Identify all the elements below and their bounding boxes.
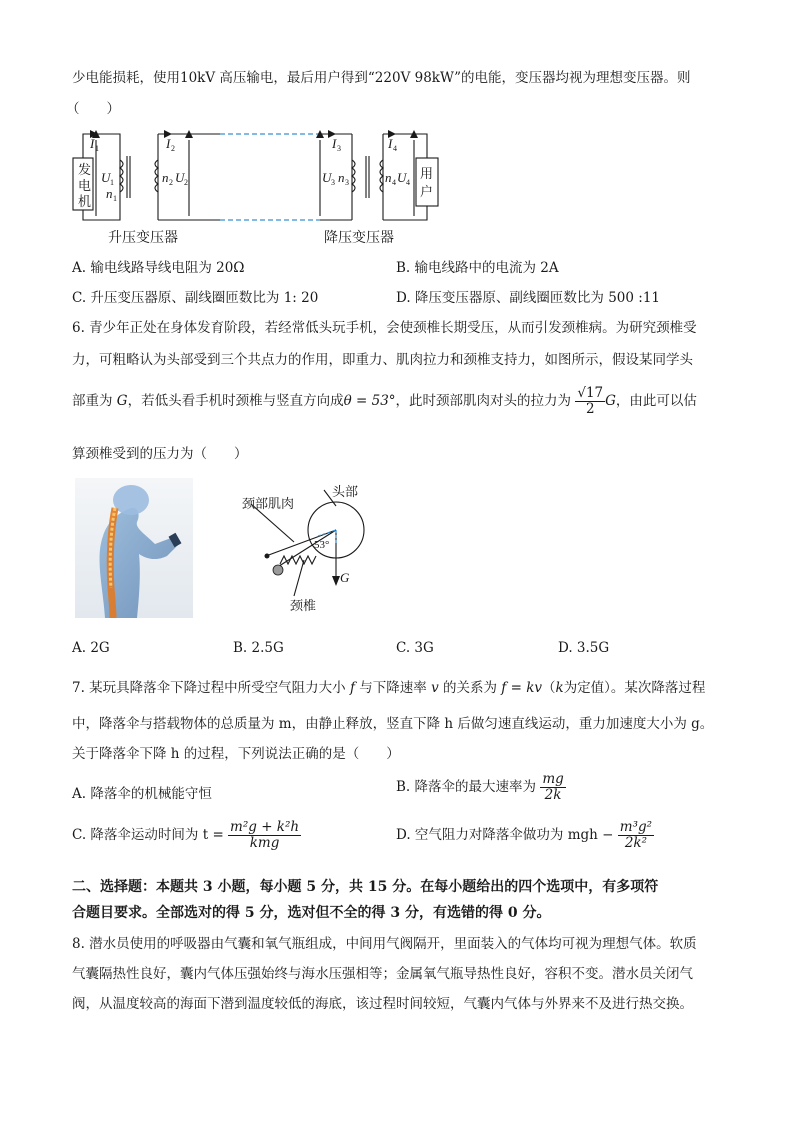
q6-option-a: A. 2G <box>72 640 110 656</box>
svg-text:I: I <box>388 136 393 151</box>
svg-text:户: 户 <box>420 184 434 199</box>
svg-text:n: n <box>106 186 113 201</box>
transformer-circuit-diagram <box>70 124 450 248</box>
svg-text:I: I <box>90 136 95 151</box>
svg-text:U: U <box>322 170 332 185</box>
q8-text-line1: 8. 潜水员使用的呼吸器由气囊和氧气瓶组成，中间用气阀隔开，里面装入的气体均可视为理想气体。软质 <box>72 936 697 952</box>
svg-text:1: 1 <box>95 144 99 153</box>
q6-option-c: C. 3G <box>396 640 434 656</box>
q8-text-line3: 阀，从温度较高的海面下潜到温度较低的海底，该过程时间较短，气囊内气体与外界来不及进行热交换。 <box>72 996 693 1012</box>
q8-text-line2: 气囊隔热性良好，囊内气体压强始终与海水压强相等；金属氧气瓶导热性良好，容积不变。潜水员关闭气 <box>72 966 693 982</box>
svg-text:U: U <box>397 170 407 185</box>
spine-end-point <box>273 565 283 575</box>
q7-text-line3: 关于降落伞下降 h 的过程，下列说法正确的是（ ） <box>72 746 400 762</box>
svg-text:用: 用 <box>420 166 434 181</box>
q5-text-line1: 少电能损耗，使用10kV 高压输电，最后用户得到“220V 98kW”的电能，变压器均视为理想变压器。则 <box>72 70 691 86</box>
svg-text:I: I <box>332 136 337 151</box>
q5-option-b: B. 输电线路中的电流为 2A <box>396 260 559 276</box>
svg-text:4: 4 <box>392 178 396 187</box>
svg-text:颈椎: 颈椎 <box>290 598 317 613</box>
muscle-end-point <box>265 554 270 559</box>
q6-option-d: D. 3.5G <box>558 640 610 656</box>
neck-spring <box>280 556 316 564</box>
svg-text:G: G <box>340 570 350 585</box>
q7-option-b: B. 降落伞的最大速率为 $\frac{mg}{2k}$ <box>396 771 564 803</box>
svg-text:3: 3 <box>345 178 349 187</box>
q6-text-line3: 部重为 G，若低头看手机时颈椎与竖直方向成θ = 53°，此时颈部肌肉对头的拉力为 $\frac{√17}{2}$ G，由此可以估 <box>72 385 697 417</box>
svg-text:3: 3 <box>337 144 341 153</box>
q6-text-line1: 6. 青少年正处在身体发育阶段，若经常低头玩手机，会使颈椎长期受压，从而引发颈椎病。为研究颈椎受 <box>72 320 697 336</box>
svg-text:颈部肌肉: 颈部肌肉 <box>242 496 295 511</box>
svg-text:电: 电 <box>78 178 92 193</box>
section2-heading-line2: 合题目要求。全部选对的得 5 分，选对但不全的得 3 分，有选错的得 0 分。 <box>72 905 551 921</box>
svg-text:4: 4 <box>406 178 410 187</box>
q6-option-b: B. 2.5G <box>233 640 284 656</box>
svg-text:升压变压器: 升压变压器 <box>108 231 178 246</box>
svg-text:3: 3 <box>331 178 335 187</box>
svg-text:2: 2 <box>171 144 175 153</box>
q6-text-line4: 算颈椎受到的压力为（ ） <box>72 446 248 462</box>
q5-option-a: A. 输电线路导线电阻为 20Ω <box>72 260 245 276</box>
section2-heading-line1: 二、选择题：本题共 3 小题，每小题 5 分，共 15 分。在每小题给出的四个选项中，有多项符 <box>72 879 659 895</box>
neck-force-diagram <box>236 478 386 618</box>
svg-text:机: 机 <box>78 194 92 209</box>
q5-option-d: D. 降压变压器原、副线圈匝数比为 500 :11 <box>396 290 661 306</box>
svg-text:n: n <box>162 170 169 185</box>
q6-text-line2: 力，可粗略认为头部受到三个共点力的作用，即重力、肌肉拉力和颈椎支持力，如图所示，假设某同学头 <box>72 352 693 368</box>
svg-text:降压变压器: 降压变压器 <box>324 231 394 246</box>
svg-text:4: 4 <box>393 144 397 153</box>
svg-text:n: n <box>385 170 392 185</box>
q7-text-line1: 7. 某玩具降落伞下降过程中所受空气阻力大小 f 与下降速率 v 的关系为 f = kv（k为定值）。某次降落过程 <box>72 680 706 696</box>
svg-text:1: 1 <box>110 178 114 187</box>
q7-text-line2: 中，降落伞与搭载物体的总质量为 m，由静止释放，竖直下降 h 后做匀速直线运动，重力加速度大小为 g。 <box>72 716 714 732</box>
svg-text:2: 2 <box>169 178 173 187</box>
person-phone-illustration <box>75 478 193 618</box>
svg-text:U: U <box>101 170 111 185</box>
svg-text:I: I <box>166 136 171 151</box>
q5-option-c: C. 升压变压器原、副线圈匝数比为 1: 20 <box>72 290 319 306</box>
svg-text:2: 2 <box>184 178 188 187</box>
q7-option-d: D. 空气阻力对降落伞做功为 mgh − $\frac{\text{m³g²}}{\text{2k²}}$ <box>396 819 653 851</box>
svg-text:U: U <box>175 170 185 185</box>
svg-text:发: 发 <box>78 162 92 177</box>
q7-option-a: A. 降落伞的机械能守恒 <box>72 786 212 802</box>
q5-answer-paren: （ ） <box>66 101 120 117</box>
q7-option-c: C. 降落伞运动时间为 t = $\frac{\text{m²g + k²h}}{\text{kmg}}$ <box>72 819 300 851</box>
svg-text:53°: 53° <box>314 539 330 551</box>
svg-text:1: 1 <box>113 194 117 203</box>
q6-fraction: $\frac{√17}{2}$ <box>577 385 604 417</box>
svg-text:头部: 头部 <box>332 484 359 499</box>
svg-text:n: n <box>338 170 345 185</box>
